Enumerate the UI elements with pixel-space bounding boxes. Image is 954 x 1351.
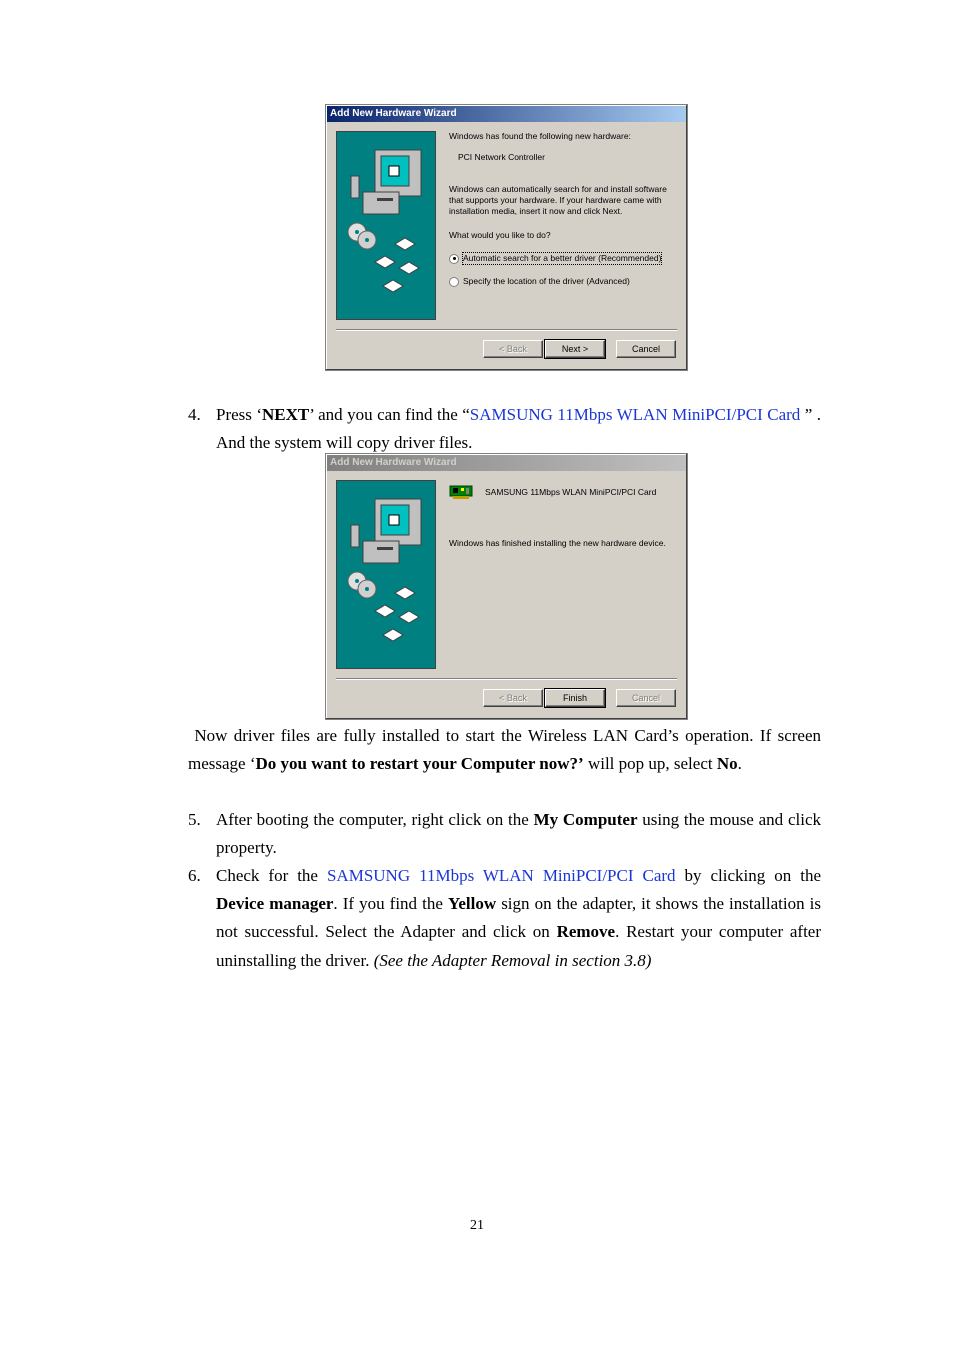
back-button[interactable]: < Back (483, 689, 543, 707)
dialog-title: Add New Hardware Wizard (327, 106, 686, 122)
radio-specify-location[interactable]: Specify the location of the driver (Advanced) (449, 276, 679, 287)
cancel-button[interactable]: Cancel (616, 689, 676, 707)
installation-note: Now driver files are fully installed to start the Wireless LAN Card’s operation. If screen message ‘Do you want to restart your Computer now?’ will pop up, select No. (188, 726, 822, 774)
finish-button[interactable]: Finish (545, 689, 605, 707)
step-5-text: After booting the computer, right click on the My Computer using the mouse and click property. (216, 810, 822, 858)
device-link[interactable]: SAMSUNG 11Mbps WLAN MiniPCI/PCI Card (326, 866, 676, 885)
found-hardware-text: Windows has found the following new hardware: (449, 131, 631, 141)
search-description: Windows can automatically search for and install software that supports your hardware. If your hardware came with installation media, insert it now and click Next. (449, 184, 667, 216)
question-text: What would you like to do? (449, 230, 551, 240)
cancel-button[interactable]: Cancel (616, 340, 676, 358)
step-6-text: Check for the SAMSUNG 11Mbps WLAN MiniPCI/PCI Card by clicking on the Device manager. If you find the Yellow sign on the adapter, it shows the installation is not successful. Select the Adapter and click on Remove. Restart your computer after uninstalling the driver. (See the Adapter Removal in section 3.8) (216, 866, 821, 970)
device-name: PCI Network Controller (458, 152, 545, 162)
hardware-wizard-dialog-finished (325, 453, 688, 720)
separator (336, 329, 677, 331)
radio-unselected-icon (449, 277, 459, 287)
dialog-title: Add New Hardware Wizard (327, 455, 686, 471)
step-4-text: Press ‘NEXT’ and you can find the “SAMSUNG 11Mbps WLAN MiniPCI/PCI Card ” . And the system will copy driver files. (216, 405, 822, 453)
next-button[interactable]: Next > (545, 340, 605, 358)
separator (336, 678, 677, 680)
finished-message: Windows has finished installing the new hardware device. (449, 538, 666, 548)
step-4-number: 4. (188, 405, 201, 424)
dialog-content (449, 480, 679, 549)
computer-icon (337, 132, 435, 319)
device-name: SAMSUNG 11Mbps WLAN MiniPCI/PCI Card (485, 486, 657, 497)
wizard-side-graphic (336, 480, 436, 669)
computer-icon (337, 481, 435, 668)
device-row (449, 484, 679, 500)
dialog-content (449, 131, 679, 287)
network-card-icon (449, 484, 477, 500)
radio-automatic-search[interactable]: Automatic search for a better driver (Recommended) (449, 253, 679, 264)
step-5-number: 5. (188, 810, 201, 829)
device-link[interactable]: SAMSUNG 11Mbps WLAN MiniPCI/PCI Card (469, 405, 801, 424)
radio-selected-icon (449, 254, 459, 264)
back-button[interactable]: < Back (483, 340, 543, 358)
wizard-side-graphic (336, 131, 436, 320)
step-6-number: 6. (188, 866, 201, 885)
hardware-wizard-dialog-search (325, 104, 688, 371)
page-number: 21 (470, 1218, 484, 1233)
